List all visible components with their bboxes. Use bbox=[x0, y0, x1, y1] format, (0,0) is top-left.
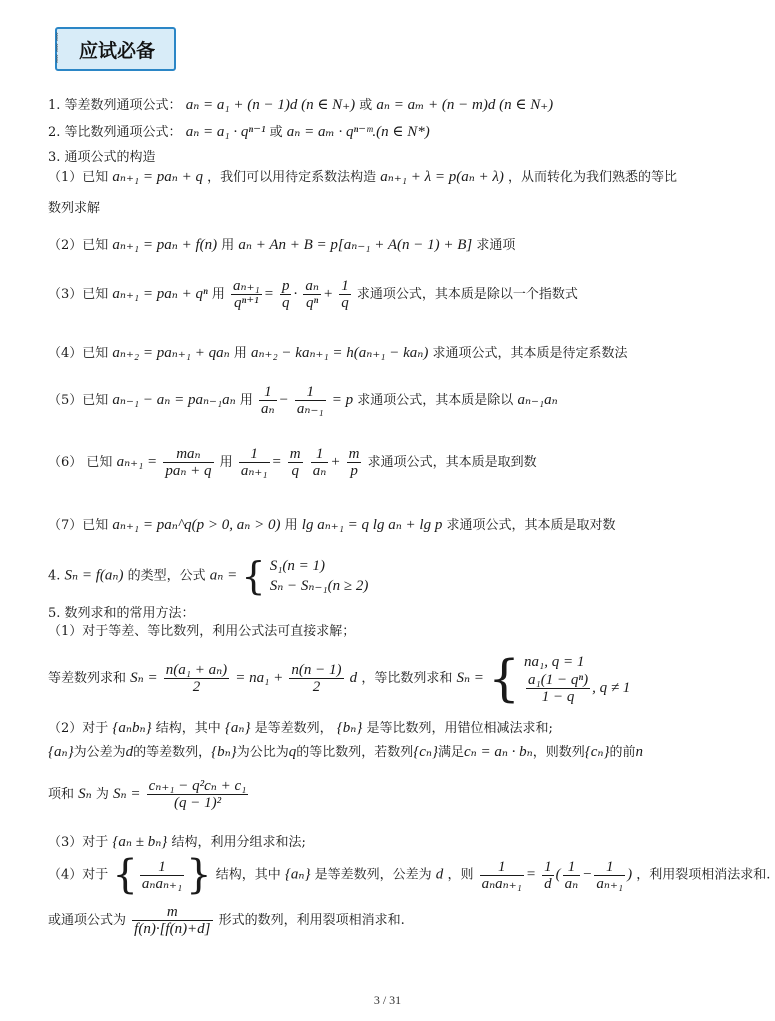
text: （5）已知 bbox=[48, 393, 109, 408]
formula: aₙ₊₁ = paₙ + qⁿ bbox=[112, 286, 208, 302]
page-number: 3 / 31 bbox=[373, 993, 402, 1007]
item-1 bbox=[48, 94, 735, 114]
text: ，则数列 bbox=[532, 745, 585, 760]
sum-2-formula bbox=[48, 778, 735, 811]
formula: aₙ + An + B = p[aₙ₋₁ + A(n − 1) + B] bbox=[238, 237, 473, 253]
cases: na₁, q = 1 $\frac{\text{a₁(1 − qⁿ)}}{1 - q}$ , q ≠ 1 bbox=[524, 654, 631, 705]
formula: {bₙ} bbox=[211, 744, 237, 760]
fraction: $\frac{m}{q}$ bbox=[289, 446, 301, 479]
left-brace-icon: { bbox=[112, 852, 138, 898]
item-5 bbox=[48, 602, 735, 621]
text: ，利用裂项相消法求和. bbox=[636, 867, 771, 883]
formula: {cₙ} bbox=[584, 744, 610, 760]
left-brace-icon: { bbox=[488, 649, 520, 708]
text: 求通项公式，其本质是除以 bbox=[357, 393, 514, 408]
fraction: $\frac{m}{p}$ bbox=[348, 446, 360, 479]
fraction: $\frac{1}{\text{aₙaₙ₊₁}}$ bbox=[481, 858, 522, 892]
sum-2 bbox=[48, 717, 735, 737]
formula: Sₙ bbox=[78, 786, 92, 802]
fraction: $\frac{\text{aₙ}}{\text{qⁿ}}$ bbox=[305, 278, 319, 311]
formula: Sₙ = bbox=[113, 786, 141, 802]
formula: aₙ₊₂ − kaₙ₊₁ = h(aₙ₊₁ − kaₙ) bbox=[250, 345, 429, 361]
text: （4）已知 bbox=[48, 346, 109, 361]
text: 满足 bbox=[437, 745, 464, 760]
formula: aₙ = aₘ · qⁿ⁻ᵐ.(n ∈ N*) bbox=[286, 124, 430, 140]
formula: n bbox=[635, 744, 644, 760]
item-3 bbox=[48, 146, 735, 165]
case-1-cont bbox=[48, 197, 735, 216]
fraction: $\frac{1}{\text{aₙ}}$ bbox=[261, 384, 275, 417]
text: 是等差数列， bbox=[254, 721, 333, 736]
formula: {aₙ} bbox=[224, 720, 251, 736]
fraction: $\frac{1}{\text{aₙ}}$ bbox=[312, 446, 327, 479]
formula: {cₙ} bbox=[413, 744, 438, 760]
formula: aₙ = aₘ + (n − m)d (n ∈ N₊) bbox=[376, 97, 554, 113]
text: 为公差为 bbox=[73, 745, 126, 760]
fraction: $\frac{1}{\text{aₙaₙ₊₁}}$ bbox=[141, 858, 183, 892]
case-3: （3）已知 aₙ₊₁ = paₙ + qⁿ 用 $\frac{\text{aₙ₊₁}}{\text{qⁿ⁺¹}}$ = $\frac{p}{q}$ · $\frac{\text{aₙ}}{\text{qⁿ}}$ + $\frac{1}{q}$ 求通项公式，其本质是除以一个指数式 bbox=[48, 278, 578, 311]
formula: = p bbox=[331, 392, 354, 408]
text: 项和 bbox=[48, 787, 75, 802]
case-2 bbox=[48, 234, 735, 254]
formula: aₙ = a₁ · qⁿ⁻¹ bbox=[185, 124, 266, 140]
item-2-label: 2. 等比数列通项公式： bbox=[48, 125, 182, 140]
text: 是等差数列，公差为 bbox=[314, 867, 432, 883]
formula: Sₙ = f(aₙ) bbox=[64, 567, 124, 584]
text: 的等比数列，若数列 bbox=[296, 745, 414, 760]
text: 用 bbox=[284, 518, 298, 533]
formula: d bbox=[125, 744, 134, 760]
text: 用 bbox=[219, 455, 233, 470]
text: 是等比数列，用错位相减法求和; bbox=[366, 721, 553, 736]
cases: S₁(n = 1) Sₙ − Sₙ₋₁(n ≥ 2) bbox=[269, 558, 369, 594]
formula: {bₙ} bbox=[336, 720, 363, 736]
text: （1）已知 bbox=[48, 170, 109, 185]
section-title: 应试必备 bbox=[79, 40, 156, 62]
text: 的类型，公式 bbox=[127, 568, 206, 584]
item-4-label: 4. bbox=[48, 568, 61, 584]
formula: {aₙ} bbox=[284, 866, 311, 883]
case-5: （5）已知 aₙ₋₁ − aₙ = paₙ₋₁aₙ 用 $\frac{1}{\text{aₙ}}$ − $\frac{1}{\text{aₙ₋₁}}$ = p 求通项公式，其本质是除以 aₙ₋₁aₙ bbox=[48, 384, 558, 417]
text: （1）对于等差、等比数列，利用公式法可直接求解； bbox=[48, 624, 356, 639]
text: 用 bbox=[211, 287, 225, 302]
fraction: $\frac{1}{\text{aₙ₋₁}}$ bbox=[296, 384, 324, 417]
formula: d bbox=[435, 866, 444, 883]
text: 结构，利用分组求和法; bbox=[171, 835, 306, 850]
case-1 bbox=[48, 166, 735, 186]
sum-5 bbox=[48, 904, 735, 937]
formula: aₙ₊₁ = paₙ + f(n) bbox=[112, 237, 218, 253]
right-brace-icon: } bbox=[186, 852, 212, 898]
formula: aₙ₊₁ = bbox=[116, 454, 158, 470]
item-3-label: 3. 通项公式的构造 bbox=[48, 150, 156, 165]
text: 为公比为 bbox=[236, 745, 289, 760]
fraction: $\frac{1}{\text{aₙ₊₁}}$ bbox=[240, 446, 268, 479]
formula: lg aₙ₊₁ = q lg aₙ + lg p bbox=[301, 517, 443, 533]
left-brace-icon: { bbox=[241, 554, 266, 598]
formula: {aₙbₙ} bbox=[112, 720, 152, 736]
text: （2）已知 bbox=[48, 238, 109, 253]
formula: {aₙ ± bₙ} bbox=[112, 834, 168, 850]
text: 或 bbox=[269, 125, 283, 140]
fraction: $\frac{\text{maₙ}}{\text{paₙ + q}}$ bbox=[165, 446, 212, 479]
sum-3 bbox=[48, 831, 735, 851]
item-1-label: 1. 等差数列通项公式： bbox=[48, 98, 182, 113]
fraction: $\frac{n(n - 1)}{2}$ bbox=[291, 662, 342, 695]
text: 结构，其中 bbox=[155, 721, 221, 736]
fraction: $\frac{1}{\text{aₙ₊₁}}$ bbox=[596, 858, 624, 892]
text: 求通项公式，其本质是待定系数法 bbox=[432, 346, 628, 361]
section-banner bbox=[55, 27, 176, 71]
fraction: $\frac{p}{q}$ bbox=[281, 278, 290, 311]
text: 或通项公式为 bbox=[48, 913, 127, 928]
text: 的等差数列， bbox=[133, 745, 212, 760]
text: （4）对于 bbox=[48, 867, 109, 883]
case-7 bbox=[48, 514, 735, 534]
formula: aₙ = a₁ + (n − 1)d (n ∈ N₊) bbox=[185, 97, 356, 113]
formula: Sₙ = bbox=[456, 670, 484, 686]
text: 结构，其中 bbox=[215, 867, 281, 883]
text: 求通项公式，其本质是取到数 bbox=[367, 455, 537, 470]
text: 用 bbox=[221, 238, 235, 253]
formula: aₙ = bbox=[209, 567, 238, 584]
text: 数列求解 bbox=[48, 201, 101, 216]
text: 用 bbox=[233, 346, 247, 361]
text: （2）对于 bbox=[48, 721, 109, 736]
text: 已知 bbox=[86, 455, 113, 470]
formula: aₙ₊₁ = paₙ^q(p > 0, aₙ > 0) bbox=[112, 517, 281, 533]
formula: d bbox=[349, 670, 358, 686]
formula: {aₙ} bbox=[48, 744, 74, 760]
formula: Sₙ = bbox=[130, 670, 158, 686]
formula: q bbox=[288, 744, 297, 760]
text: 求通项公式，其本质是除以一个指数式 bbox=[356, 287, 578, 302]
formula: = na₁ + bbox=[235, 670, 284, 686]
formula: cₙ = aₙ · bₙ bbox=[463, 744, 533, 760]
text: 形式的数列，利用裂项相消求和. bbox=[218, 913, 405, 928]
fraction: $\frac{\text{cₙ₊₁ − q²cₙ + c₁}}{\text{(q − 1)²}}$ bbox=[148, 778, 247, 811]
case-4 bbox=[48, 342, 735, 362]
text: ，我们可以用待定系数法构造 bbox=[207, 170, 377, 185]
text: 求通项 bbox=[476, 238, 516, 253]
text: （3）对于 bbox=[48, 835, 109, 850]
text: 为 bbox=[95, 787, 109, 802]
text: （3）已知 bbox=[48, 287, 109, 302]
fraction: $\frac{1}{d}$ bbox=[544, 858, 552, 892]
fraction: $\frac{1}{q}$ bbox=[341, 278, 349, 311]
text: （7）已知 bbox=[48, 518, 109, 533]
text: 求通项公式，其本质是取对数 bbox=[446, 518, 616, 533]
spiral-binding-icon: ⦚ ⦚ ⦚ bbox=[55, 31, 59, 66]
text: ，等比数列求和 bbox=[361, 671, 453, 686]
sum-2-cont bbox=[48, 741, 735, 761]
formula: aₙ₋₁aₙ bbox=[517, 392, 558, 408]
fraction: $\frac{\text{aₙ₊₁}}{\text{qⁿ⁺¹}}$ bbox=[232, 278, 260, 311]
item-2 bbox=[48, 121, 735, 141]
text: ，则 bbox=[447, 867, 474, 883]
sum-1 bbox=[48, 620, 735, 639]
item-5-label: 5. 数列求和的常用方法： bbox=[48, 606, 195, 621]
fraction: $\frac{\text{n(a₁ + aₙ)}}{2}$ bbox=[165, 662, 228, 695]
text: ，从而转化为我们熟悉的等比 bbox=[508, 170, 678, 185]
text: 用 bbox=[239, 393, 253, 408]
text: 等差数列求和 bbox=[48, 671, 127, 686]
formula: aₙ₋₁ − aₙ = paₙ₋₁aₙ bbox=[112, 392, 236, 408]
formula: aₙ₊₁ + λ = p(aₙ + λ) bbox=[380, 169, 504, 185]
fraction: $\frac{1}{\text{aₙ}}$ bbox=[564, 858, 579, 892]
item-4 bbox=[48, 556, 735, 596]
text: （6） bbox=[48, 455, 83, 470]
formula: aₙ₊₁ = paₙ + q bbox=[112, 169, 203, 185]
text: 或 bbox=[359, 98, 373, 113]
text: 的前 bbox=[609, 745, 636, 760]
sum-1-formulas bbox=[48, 649, 735, 708]
sum-4: （4）对于 { $\frac{1}{\text{aₙaₙ₊₁}}$ } 结构，其中 {aₙ} 是等差数列，公差为 d ，则 $\frac{1}{\text{aₙaₙ₊₁}}$ = $\frac{1}{d}$ ( $\frac{1}{\text{aₙ}}$ − $\frac{1}{\text{aₙ₊₁}}$ ) ，利用裂项相消法求和. bbox=[48, 852, 771, 898]
case-6: （6） 已知 aₙ₊₁ = $\frac{\text{maₙ}}{\text{paₙ + q}}$ 用 $\frac{1}{\text{aₙ₊₁}}$ = $\frac{m}{q}$ $\frac{1}{\text{aₙ}}$ + $\frac{m}{p}$ 求通项公式，其本质是取到数 bbox=[48, 446, 537, 479]
fraction: $\frac{m}{f(n)\cdot[f(n)+d]}$ bbox=[134, 904, 211, 937]
formula: aₙ₊₂ = paₙ₊₁ + qaₙ bbox=[112, 345, 230, 361]
